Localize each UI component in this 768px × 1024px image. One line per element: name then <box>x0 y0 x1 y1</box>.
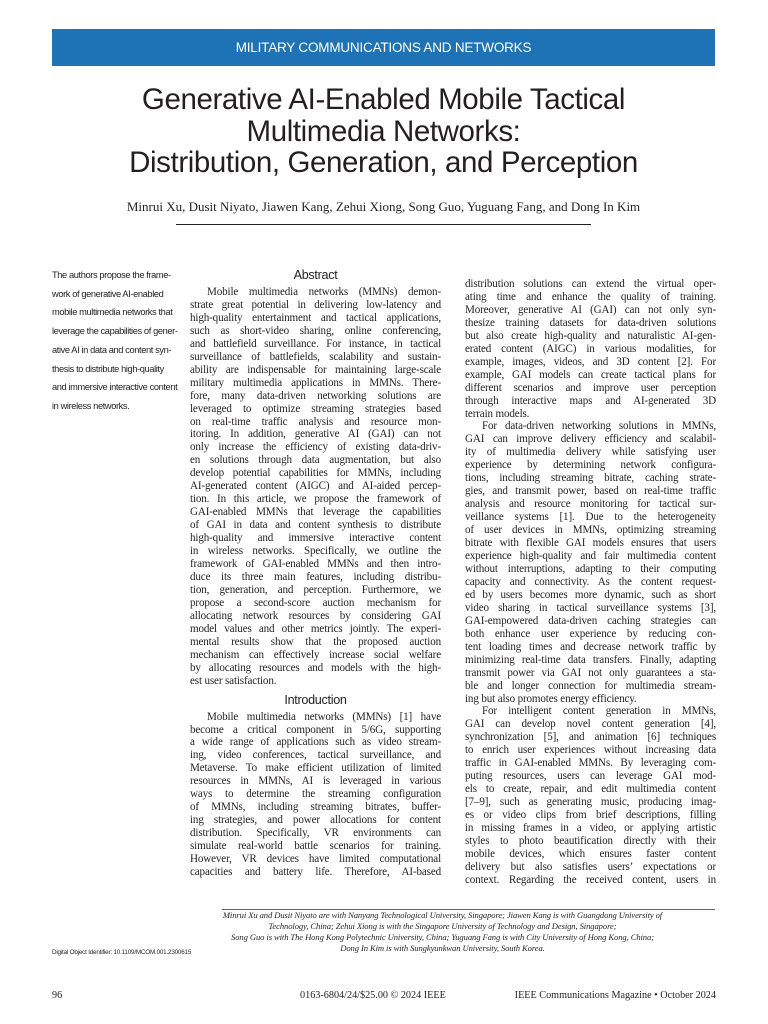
magazine-issue: IEEE Communications Magazine • October 2024 <box>514 990 716 1001</box>
text-line: only increase the efficiency of existing data-driv- <box>190 441 441 454</box>
text-line: analysis and resource monitoring for tactical sur- <box>465 498 716 511</box>
text-line: fore, many data-driven networking solutions are <box>190 389 441 402</box>
text-line: Metaverse. To make efficient utilization of limited <box>190 762 441 775</box>
doi-label: Digital Object Identifier: 10.1109/MCOM.001.2300615 <box>52 949 192 956</box>
text-line: tions, including streaming bitrate, caching strate- <box>465 472 716 485</box>
text-line: context. Regarding the received content, users in <box>465 873 716 886</box>
title-line: Distribution, Generation, and Perception <box>129 146 638 179</box>
text-line: tion, generation, and perception. Furthermore, we <box>190 583 441 596</box>
affiliation-line: Song Guo is with The Hong Kong Polytechnic University, China; Yuguang Fang is with City University of Hong Kong, China; <box>231 932 654 942</box>
text-line: es or video clips from brief descriptions, filling <box>465 809 716 822</box>
text-line: and battlefield surveillance. For instance, in tactical <box>190 337 441 350</box>
text-line: video sharing in tactical surveillance systems [3], <box>465 601 716 614</box>
page-number: 96 <box>52 990 63 1001</box>
text-line: through interactive maps and AI-generated 3D <box>465 394 716 407</box>
section-banner <box>52 29 715 66</box>
text-line: synchronization [5], and animation [6] techniques <box>465 731 716 744</box>
text-line: ing strategies, and power allocations for content <box>190 814 441 827</box>
pull-quote-line: and immersive interactive content <box>52 382 178 393</box>
text-line: However, VR devices have limited computational <box>190 853 441 866</box>
text-line: high-quality entertainment and tactical applications, <box>190 311 441 324</box>
text-line: GAI can develop novel content generation [4], <box>465 718 716 731</box>
text-line: military multimedia applications in MMNs. There- <box>190 376 441 389</box>
pull-quote-line: mobile multimedia networks that <box>52 307 173 318</box>
text-line: itoring. In addition, generative AI (GAI) can not <box>190 428 441 441</box>
text-line: both enhance user experience by reducing con- <box>465 627 716 640</box>
pull-quote <box>52 266 178 416</box>
text-line: Mobile multimedia networks (MMNs) demon- <box>207 286 441 298</box>
article-title <box>52 84 715 179</box>
abstract-heading: Abstract <box>293 268 338 282</box>
text-line: ways to determine the streaming configuration <box>190 788 441 801</box>
text-line: surveillance of battlefields, scalability and sustain- <box>190 350 441 363</box>
issn-price: 0163-6804/24/$25.00 © 2024 IEEE <box>300 990 446 1001</box>
section-banner-label: MILITARY COMMUNICATIONS AND NETWORKS <box>235 40 532 55</box>
text-line: in missing frames in a video, or applying artistic <box>465 822 716 835</box>
text-line: ed by users becomes more dynamic, such as short <box>465 588 716 601</box>
text-line: ing, video conferences, tactical surveillance, and <box>190 749 441 762</box>
text-line: different scenarios and improve user perception <box>465 381 716 394</box>
text-line: capacities and battery life. Therefore, AI-based <box>190 865 441 878</box>
pull-quote-line: work of generative AI-enabled <box>52 288 164 299</box>
text-line: example, GAI models can create tactical plans for <box>465 368 716 381</box>
text-line: est user satisfaction. <box>190 674 277 687</box>
text-line: styles to photo beautification directly with their <box>465 834 716 847</box>
affiliation-line: Dong In Kim is with Sungkyunkwan University, South Korea. <box>340 943 545 953</box>
pull-quote-line: The authors propose the frame- <box>52 270 171 280</box>
text-line: experience by determining network configura- <box>465 459 716 472</box>
text-line: experience high-quality and fair multimedia content <box>465 550 716 563</box>
text-line: Moreover, generative AI (GAI) can not only syn- <box>465 303 716 316</box>
text-line: GAI-enabled MMNs that leverage the capabilities <box>190 506 441 519</box>
text-line: thesize training datasets for data-driven solutions <box>465 316 716 329</box>
text-line: framework of GAI-enabled MMNs and then intro- <box>190 558 441 571</box>
text-line: [7–9], such as generating music, producing imag- <box>465 796 716 809</box>
text-line: en solutions through data augmentation, but also <box>190 454 441 467</box>
text-line: develop potential capabilities for MMNs, including <box>190 467 441 480</box>
text-line: delivery but also satisfies users’ expectations or <box>465 860 716 873</box>
text-line: in wireless networks. Specifically, we outline the <box>190 545 441 558</box>
pull-quote-line: leverage the capabilities of gener- <box>52 326 178 337</box>
text-line: capacity and connectivity. As the content request- <box>465 575 716 588</box>
text-line: of MMNs, including streaming bitrates, buffer- <box>190 801 441 814</box>
text-line: high-quality and immersive interactive content <box>190 532 441 545</box>
text-line: tion. In this article, we propose the framework of <box>190 493 441 506</box>
text-line: AI-generated content (AIGC) and AI-aided percep- <box>190 480 441 493</box>
text-line: allocating network resources by considering GAI <box>190 609 441 622</box>
affiliation-line: Minrui Xu and Dusit Niyato are with Nanyang Technological University, Singapore; Jiawen Kang is with Guangdong University of <box>222 910 663 920</box>
text-line: become a critical component in 5/6G, supporting <box>190 723 441 736</box>
abstract-body <box>190 286 441 688</box>
right-column <box>465 278 716 887</box>
text-line: to enrich user experiences without increasing data <box>465 744 716 757</box>
text-line: GAI-empowered data-driven caching strategies can <box>465 614 716 627</box>
pull-quote-line: ative AI in data and content syn- <box>52 344 172 355</box>
left-column <box>190 266 441 879</box>
text-line: duce its three main features, including distribu- <box>190 570 441 583</box>
text-line: els to create, repair, and edit multimedia content <box>465 783 716 796</box>
introduction-body <box>190 711 441 879</box>
text-line: model values and other metrics jointly. The experi- <box>190 622 441 635</box>
pull-quote-line: thesis to distribute high-quality <box>52 363 164 374</box>
text-line: traffic in GAI-enabled MMNs. By leveraging com- <box>465 757 716 770</box>
text-line: veillance systems [1]. Due to the heterogeneity <box>465 511 716 524</box>
text-line: by allocating resources and models with the high- <box>190 661 441 674</box>
text-line: of GAI in data and content synthesis to distribute <box>190 519 441 532</box>
text-line: erated content (AIGC) in various modalities, for <box>465 342 716 355</box>
text-line: puting resources, users can leverage GAI mod- <box>465 770 716 783</box>
text-line: mental results show that the proposed auction <box>190 635 441 648</box>
text-line: bitrate with flexible GAI models ensures that users <box>465 537 716 550</box>
right-column-body <box>465 278 716 887</box>
text-line: minimizing real-time data transfers. Finally, adapting <box>465 653 716 666</box>
text-line: For data-driven networking solutions in MMNs, <box>482 420 716 433</box>
text-line: ble and longer connection for multimedia stream- <box>465 679 716 692</box>
text-line: such as short-video sharing, online conferencing, <box>190 324 441 337</box>
text-line: terrain models. <box>465 407 530 420</box>
text-line: distribution solutions can extend the virtual oper- <box>465 278 716 290</box>
text-line: of user devices in MMNs, optimizing streaming <box>465 524 716 537</box>
text-line: propose a second-score auction mechanism for <box>190 596 441 609</box>
text-line: strate great potential in delivering low-latency and <box>190 298 441 311</box>
text-line: resources in MMNs, AI is leveraged in various <box>190 775 441 788</box>
text-line: a wide range of applications such as video stream- <box>190 736 441 749</box>
author-list: Minrui Xu, Dusit Niyato, Jiawen Kang, Zehui Xiong, Song Guo, Yuguang Fang, and Dong In Kim <box>126 199 641 214</box>
text-line: ating time and enhance the quality of training. <box>465 290 716 303</box>
text-line: on real-time traffic analysis and resource mon- <box>190 415 441 428</box>
text-line: ing but also promotes energy efficiency. <box>465 692 637 705</box>
author-affiliations <box>170 910 715 954</box>
text-line: tent loading times and decrease network traffic by <box>465 640 716 653</box>
text-line: distribution. Specifically, VR environments can <box>190 827 441 840</box>
title-line: Generative AI-Enabled Mobile Tactical <box>141 83 626 116</box>
title-divider <box>176 224 591 225</box>
text-line: ability are indispensable for maintaining large-scale <box>190 363 441 376</box>
text-line: For intelligent content generation in MMNs, <box>482 705 716 718</box>
text-line: mechanism can effectively increase social welfare <box>190 648 441 661</box>
text-line: transmit power via GAI not only guarantees a sta- <box>465 666 716 679</box>
text-line: without interruptions, adapting to their computing <box>465 562 716 575</box>
text-line: but also create high-quality and naturalistic AI-gen- <box>465 329 716 342</box>
text-line: simulate real-world battle scenarios for training. <box>190 840 441 853</box>
pull-quote-line: in wireless networks. <box>52 400 130 411</box>
introduction-heading: Introduction <box>284 692 347 707</box>
text-line: mobile devices, which ensures faster content <box>465 847 716 860</box>
text-line: example, images, videos, and 3D content [2]. For <box>465 355 716 368</box>
text-line: Mobile multimedia networks (MMNs) [1] have <box>207 710 441 723</box>
text-line: gies, and transmit power, based on real-time traffic <box>465 485 716 498</box>
text-line: leveraged to optimize streaming strategies based <box>190 402 441 415</box>
affiliation-line: Technology, China; Zehui Xiong is with the Singapore University of Technology and Design, Singapore; <box>268 921 617 931</box>
title-line: Multimedia Networks: <box>246 114 521 148</box>
text-line: ity of multimedia delivery while satisfying user <box>465 446 716 459</box>
text-line: GAI can improve delivery efficiency and scalabil- <box>465 433 716 446</box>
